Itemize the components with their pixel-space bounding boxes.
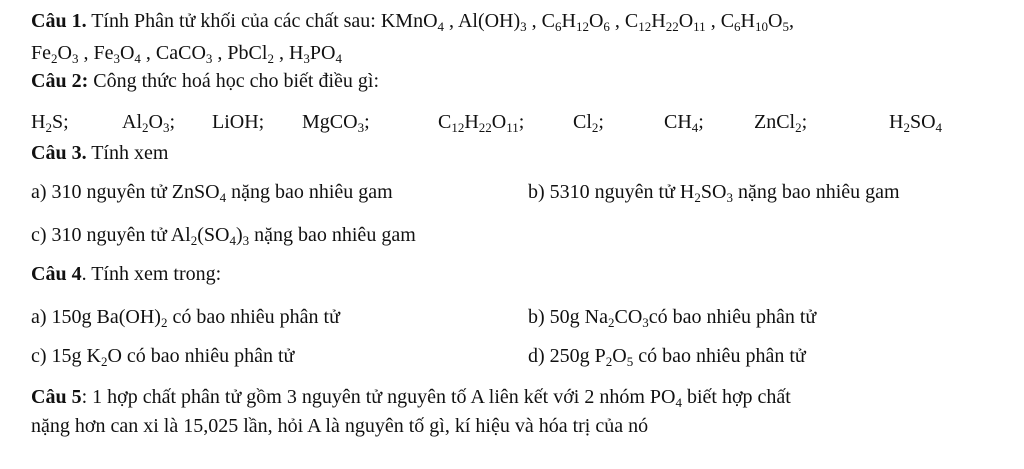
q3-label: Câu 3. — [31, 142, 87, 164]
formula-text: SO — [909, 111, 936, 133]
formula-text: H — [740, 10, 755, 32]
subscript: 2 — [267, 51, 274, 66]
formula-text: ; — [518, 111, 525, 133]
formula-text: Fe — [31, 42, 51, 64]
formula-text: O — [588, 10, 604, 32]
formula-text: C — [438, 111, 452, 133]
formula-text: ZnCl — [754, 111, 796, 133]
q2-formula — [122, 110, 175, 134]
formula-text: S; — [51, 111, 69, 133]
subscript: 12 — [451, 120, 465, 135]
q4-line — [31, 262, 221, 286]
subscript: 3 — [520, 19, 527, 34]
q4-row-2 — [0, 344, 1024, 370]
subscript: 6 — [734, 19, 741, 34]
chemical-formula — [227, 42, 274, 64]
q5-text-1b: biết hợp chất — [681, 386, 791, 408]
q2-formula — [573, 110, 604, 134]
subscript: 4 — [134, 51, 141, 66]
subscript: 6 — [555, 19, 562, 34]
subscript: 2 — [795, 120, 802, 135]
q1-formulas-line1: KMnO$_4$ , $Al(OH)_3$ , $C_6H_{12}O_6$ , $C_{12}H_{22}O_{11}$ , $C_6H_{10}O_5$, — [380, 10, 794, 34]
q3-item — [31, 224, 416, 246]
formula-text: O — [57, 42, 72, 64]
subscript: 12 — [638, 19, 652, 34]
subscript: 4 — [691, 120, 699, 135]
chemical-formula — [458, 10, 527, 32]
formula-text: H — [889, 111, 904, 133]
subscript: 5 — [626, 354, 634, 369]
formula-text: b) 50g Na — [528, 306, 608, 328]
q1-formulas-line2: $Fe_2O_3$ , $Fe_3O_4$ , CaCO$_3$ , PbCl$_2$ , $H_3PO_4$ — [31, 42, 342, 66]
subscript: 2 — [160, 315, 168, 330]
formula-text: Fe — [93, 42, 114, 64]
subscript: 3 — [303, 51, 310, 66]
chemical-formula — [625, 10, 706, 32]
q2-line — [31, 69, 379, 93]
q2-formula-row — [0, 110, 1024, 136]
subscript: 3 — [726, 190, 733, 205]
formula-text: ; — [364, 111, 370, 133]
chemical-formula — [156, 42, 213, 64]
q3-item — [528, 180, 900, 204]
formula-text: b) 5310 nguyên tử H — [528, 181, 695, 203]
q5-sub: 4 — [675, 395, 682, 410]
q4-item — [528, 344, 806, 368]
formula-text: H — [561, 10, 576, 32]
formula-text: nặng bao nhiêu gam — [226, 181, 393, 203]
formula-text: SO — [700, 181, 727, 203]
formula-text: LiOH; — [212, 111, 265, 133]
subscript: 2 — [51, 51, 58, 66]
chemical-formula — [31, 42, 78, 64]
q2-text: Công thức hoá học cho biết điều gì: — [93, 70, 380, 92]
formula-text: ; — [698, 111, 704, 133]
formula-text: ; — [801, 111, 808, 133]
subscript: 22 — [478, 120, 492, 135]
subscript: 11 — [506, 120, 519, 135]
formula-text: O — [119, 42, 135, 64]
formula-text: CH — [664, 111, 692, 133]
formula-text: (SO — [197, 224, 230, 246]
subscript: 2 — [591, 120, 599, 135]
formula-text: O — [491, 111, 507, 133]
q4-item — [31, 344, 294, 368]
subscript: 3 — [205, 51, 213, 66]
subscript: 3 — [162, 120, 170, 135]
subscript: 3 — [357, 120, 365, 135]
subscript: 2 — [45, 120, 52, 135]
formula-text: C — [624, 10, 639, 32]
formula-text: c) 15g K — [31, 345, 101, 367]
subscript: 2 — [190, 233, 198, 248]
formula-text: PO — [309, 42, 336, 64]
q2-formula — [889, 110, 942, 134]
formula-text: a) 310 nguyên tử ZnSO — [31, 181, 220, 203]
q1-text: Tính Phân tử khối của các chất sau: — [91, 10, 376, 32]
q3-row-1 — [0, 180, 1024, 206]
q1-line-2 — [31, 41, 342, 65]
formula-text: CO — [614, 306, 643, 328]
q5-line-2 — [31, 414, 648, 438]
formula-text: H — [288, 42, 304, 64]
subscript: 11 — [693, 19, 706, 34]
formula-text: H — [651, 10, 666, 32]
q2-formula — [31, 110, 69, 134]
formula-text: O — [612, 345, 627, 367]
subscript: 2 — [903, 120, 910, 135]
formula-text: có bao nhiêu phân tử — [648, 306, 817, 328]
subscript: 4 — [219, 190, 227, 205]
q1-line-1 — [31, 9, 794, 33]
chemical-formula — [93, 42, 140, 64]
q5-label: Câu 5 — [31, 386, 82, 408]
formula-text: O có bao nhiêu phân tử — [107, 345, 295, 367]
subscript: 4 — [229, 233, 236, 248]
formula-text: CaCO — [155, 42, 206, 64]
q2-formula — [302, 110, 370, 134]
subscript: 2 — [605, 354, 613, 369]
chemical-formula — [381, 10, 444, 32]
subscript: 3 — [71, 51, 79, 66]
formula-text: Al(OH) — [457, 10, 521, 32]
formula-text: ) — [235, 224, 243, 246]
formula-text: nặng bao nhiêu gam — [732, 181, 900, 203]
formula-text: KMnO — [380, 10, 438, 32]
subscript: 2 — [142, 120, 149, 135]
q4-item — [31, 305, 340, 329]
q4-text: . Tính xem trong: — [81, 263, 222, 285]
subscript: 3 — [642, 315, 649, 330]
formula-text: O — [678, 10, 694, 32]
chemical-formula — [289, 42, 342, 64]
formula-text: Cl — [573, 111, 592, 133]
q2-label: Câu 2: — [31, 70, 89, 92]
chemical-formula — [721, 10, 794, 32]
formula-text: O — [148, 111, 163, 133]
formula-text: MgCO — [302, 111, 358, 133]
chemical-formula — [542, 10, 610, 32]
subscript: 4 — [335, 51, 342, 66]
q2-formula — [754, 110, 807, 134]
q3-item — [31, 180, 393, 204]
formula-text: a) 150g Ba(OH) — [31, 306, 161, 328]
formula-text: O — [767, 10, 783, 32]
subscript: 5 — [782, 19, 789, 34]
subscript: 4 — [935, 120, 943, 135]
formula-text: ; — [169, 111, 176, 133]
subscript: 4 — [437, 19, 445, 34]
q4-label: Câu 4 — [31, 263, 82, 285]
q5-text-2: nặng hơn can xi là 15,025 lần, hỏi A là nguyên tố gì, kí hiệu và hóa trị của nó — [31, 415, 649, 437]
q5-line-1 — [31, 385, 791, 409]
q2-formula — [438, 110, 524, 134]
q3-text: Tính xem — [91, 142, 169, 164]
subscript: 12 — [575, 19, 589, 34]
q5-text-1: : 1 hợp chất phân tử gồm 3 nguyên tử nguyên tố A liên kết với 2 nhóm PO — [81, 386, 676, 408]
subscript: 6 — [603, 19, 610, 34]
formula-text: d) 250g P — [528, 345, 606, 367]
formula-text: có bao nhiêu phân tử — [633, 345, 806, 367]
subscript: 10 — [754, 19, 768, 34]
q3-row-2 — [31, 223, 416, 247]
subscript: 2 — [100, 354, 108, 369]
formula-text: có bao nhiêu phân tử — [167, 306, 340, 328]
formula-text: H — [31, 111, 46, 133]
formula-text: nặng bao nhiêu gam — [249, 224, 416, 246]
q4-row-1 — [0, 305, 1024, 331]
q2-formula — [212, 110, 264, 134]
formula-text: C — [720, 10, 735, 32]
formula-text: c) 310 nguyên tử Al — [31, 224, 191, 246]
formula-text: ; — [598, 111, 604, 133]
subscript: 3 — [242, 233, 250, 248]
formula-text: Al — [122, 111, 142, 133]
q2-formula — [664, 110, 704, 134]
formula-text: PbCl — [227, 42, 268, 64]
q3-line — [31, 141, 168, 165]
subscript: 3 — [113, 51, 120, 66]
subscript: 22 — [665, 19, 679, 34]
q4-item — [528, 305, 816, 329]
q1-label: Câu 1. — [31, 10, 87, 32]
formula-text: C — [541, 10, 555, 32]
formula-text: H — [464, 111, 479, 133]
subscript: 2 — [694, 190, 701, 205]
formula-text: , — [788, 10, 794, 32]
subscript: 2 — [607, 315, 615, 330]
